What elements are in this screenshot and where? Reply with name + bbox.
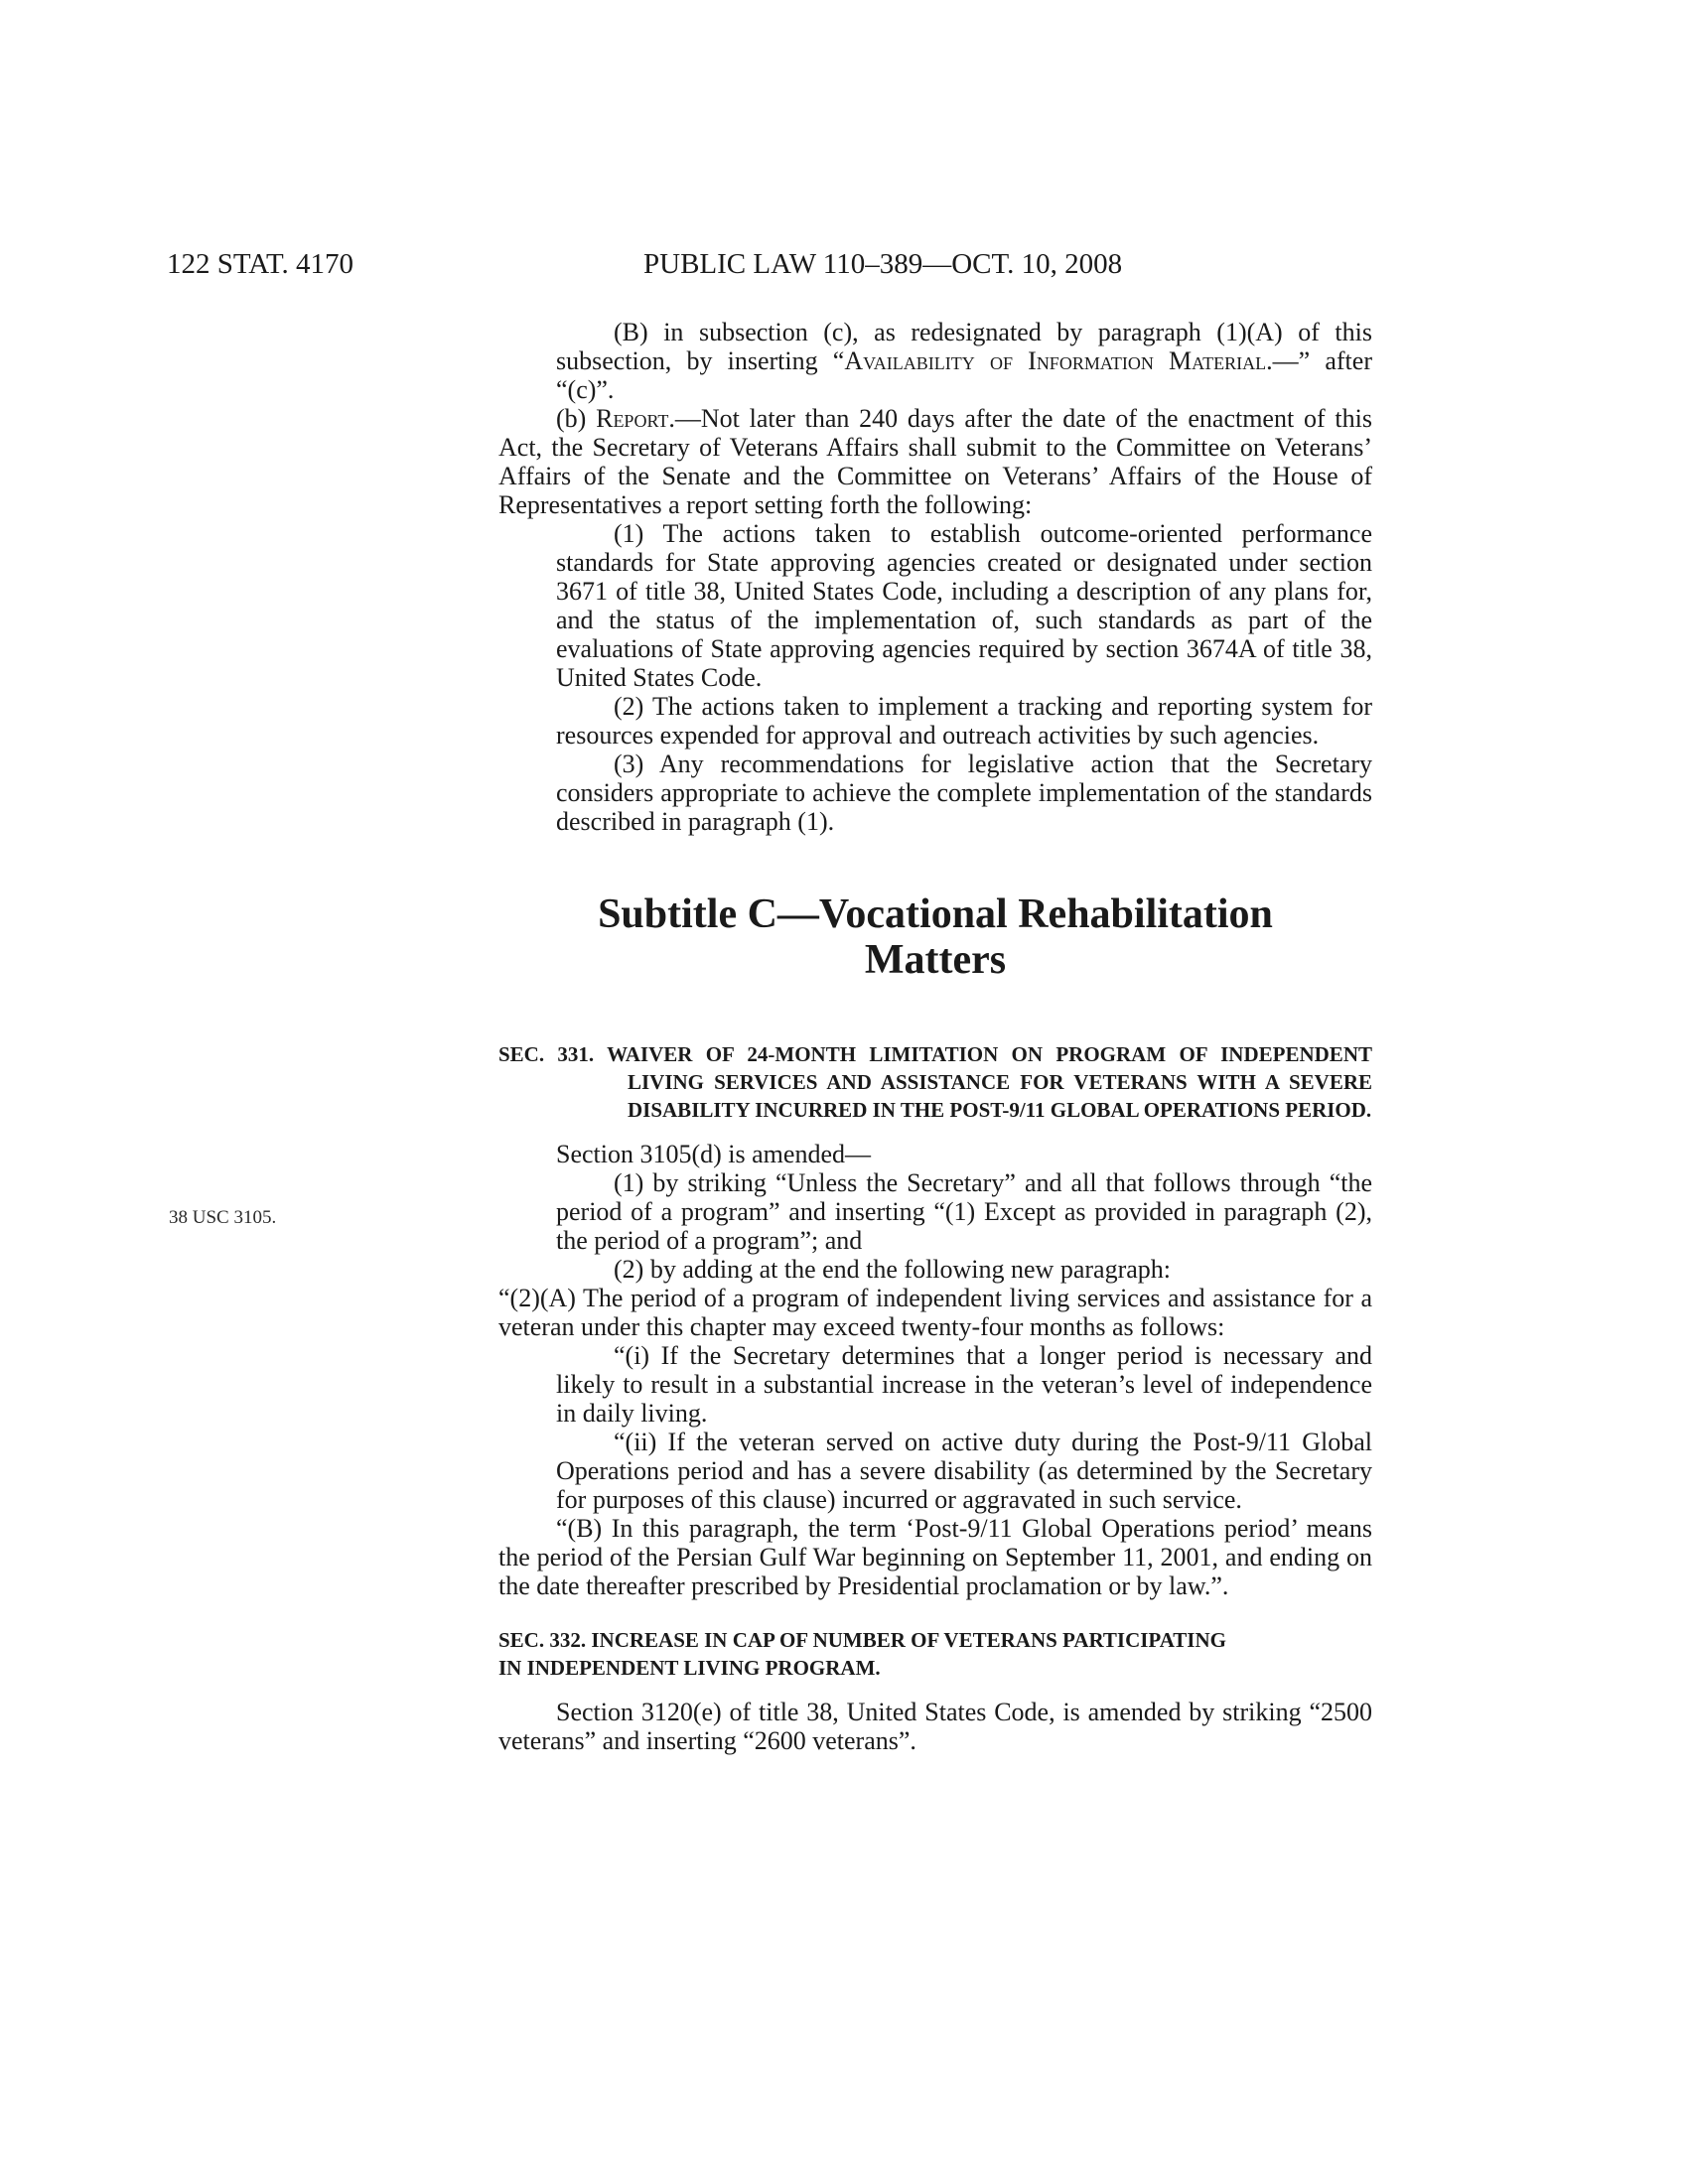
page-header (0, 248, 1688, 288)
subtitle-line-1: Subtitle C—Vocational Rehabilitation (598, 891, 1273, 937)
document-body (498, 318, 1372, 1755)
subtitle-line-2: Matters (864, 937, 1007, 983)
statute-page-reference: 122 STAT. 4170 (167, 248, 354, 280)
section-331-paragraph-2a: “(2)(A) The period of a program of independent living services and assistance for a veteran under this chapter may exceed twenty-four months as follows: (498, 1284, 1372, 1341)
report-item-3: (3) Any recommendations for legislative action that the Secretary considers appropriate to achieve the complete implementation of the standards described in paragraph (1). (556, 750, 1372, 836)
report-paragraph: (b) Report.—Not later than 240 days after the date of the enactment of this Act, the Secretary of Veterans Affairs shall submit to the Committee on Veterans’ Affairs of the Senate and the Committee on Veterans’ Affairs of the House of Representatives a report setting forth the following: (498, 404, 1372, 519)
section-331-clause-ii: “(ii) If the veteran served on active duty during the Post-9/11 Global Operations period and has a severe disability (as determined by the Secretary for purposes of this clause) incurred or aggravated in such service. (556, 1428, 1372, 1514)
paragraph-b-subsection: (B) in subsection (c), as redesignated by paragraph (1)(A) of this subsection, by inserting “Availability of Information Material.—” after “(c)”. (556, 318, 1372, 404)
section-331-item-1: (1) by striking “Unless the Secretary” and all that follows through “the period of a program” and inserting “(1) Except as provided in paragraph (2), the period of a program”; and (556, 1168, 1372, 1255)
section-332-heading: SEC. 332. INCREASE IN CAP OF NUMBER OF VETERANS PARTICIPATING IN INDEPENDENT LIVING PROGRAM. (498, 1628, 1226, 1680)
public-law-reference: PUBLIC LAW 110–389—OCT. 10, 2008 (643, 248, 1123, 280)
report-item-1: (1) The actions taken to establish outcome-oriented performance standards for State approving agencies created or designated under section 3671 of title 38, United States Code, including a description of any plans for, and the status of the implementation of, such standards as part of the evaluations of State approving agencies required by section 3674A of title 38, United States Code. (556, 519, 1372, 692)
section-331-paragraph-2b: “(B) In this paragraph, the term ‘Post-9/11 Global Operations period’ means the period of the Persian Gulf War beginning on September 11, 2001, and ending on the date thereafter prescribed by Presidential proclamation or by law.”. (498, 1514, 1372, 1600)
section-331-clause-i: “(i) If the Secretary determines that a longer period is necessary and likely to result in a substantial increase in the veteran’s level of independence in daily living. (556, 1341, 1372, 1428)
section-331-heading: SEC. 331. WAIVER OF 24-MONTH LIMITATION ON PROGRAM OF INDEPENDENT LIVING SERVICES AND ASSISTANCE FOR VETERANS WITH A SEVERE DISABILITY INCURRED IN THE POST-9/11 GLOBAL OPERATIONS PERIOD. (498, 1042, 1372, 1122)
margin-citation: 38 USC 3105. (169, 1207, 277, 1228)
report-item-2: (2) The actions taken to implement a tracking and reporting system for resources expended for approval and outreach activities by such agencies. (556, 692, 1372, 750)
section-332-text: Section 3120(e) of title 38, United States Code, is amended by striking “2500 veterans” and inserting “2600 veterans”. (498, 1698, 1372, 1755)
subtitle-heading (498, 891, 1372, 983)
section-331-intro: Section 3105(d) is amended— (556, 1140, 871, 1168)
section-331-item-2: (2) by adding at the end the following new paragraph: (614, 1255, 1171, 1284)
